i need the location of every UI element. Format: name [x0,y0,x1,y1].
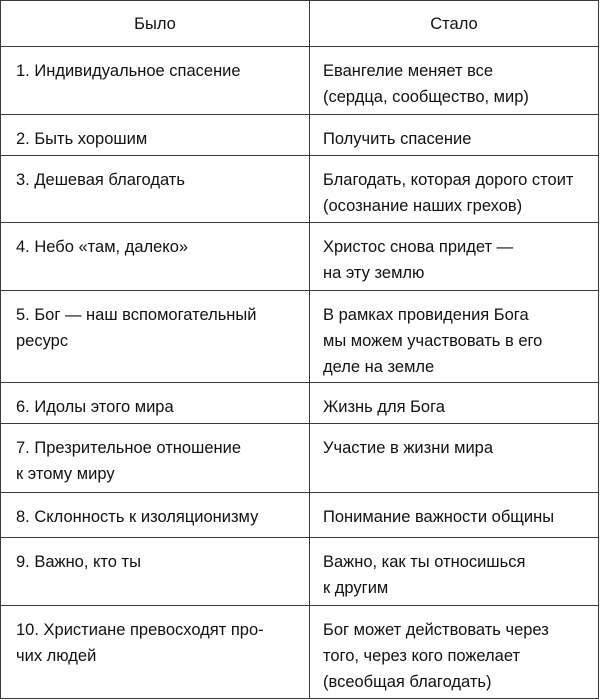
cell-became [310,223,599,291]
cell-text-line: 6. Идолы этого мира [16,398,174,416]
cell-became [310,383,599,424]
table-row [1,115,599,156]
cell-was [1,223,310,291]
table-row [1,493,599,538]
table-row [1,156,599,223]
table-row [1,47,599,115]
cell-text-line: Участие в жизни мира [323,439,494,457]
cell-text-line: Евангелие меняет все [323,62,494,80]
table-row [1,291,599,383]
table-row [1,223,599,291]
cell-text-line: 8. Склонность к изоляционизму [16,508,259,526]
cell-text-line: 10. Христиане превосходят про- [16,621,264,639]
cell-text-line: того, через кого пожелает [323,647,521,665]
cell-text-line: ресурс [16,332,69,350]
cell-text-line: 4. Небо «там, далеко» [16,238,189,256]
table-row [1,424,599,493]
cell-was [1,47,310,115]
cell-text-line: к другим [323,579,389,597]
cell-text-line: чих людей [16,647,97,665]
cell-was [1,383,310,424]
table-body [1,47,599,699]
cell-text-line: В рамках провидения Бога [323,306,529,324]
cell-text-line: Христос снова придет — [323,238,514,256]
cell-text-line: 1. Индивидуальное спасение [16,62,241,80]
cell-became [310,424,599,493]
cell-became [310,291,599,383]
cell-text-line: Понимание важности общины [323,508,555,526]
cell-text-line: деле на земле [323,358,435,376]
cell-text-line: (сердца, сообщество, мир) [323,88,529,106]
cell-text-line: (всеобщая благодать) [323,673,492,691]
cell-was [1,291,310,383]
header-row [1,1,599,47]
table-row [1,383,599,424]
header-became: Стало [310,1,599,47]
cell-text-line: 2. Быть хорошим [16,130,148,148]
header-was: Было [1,1,310,47]
cell-text-line: 5. Бог — наш вспомогательный [16,306,257,324]
cell-became [310,47,599,115]
cell-text-line: мы можем участвовать в его [323,332,543,350]
cell-was [1,156,310,223]
cell-text-line: Бог может действовать через [323,621,549,639]
cell-became [310,115,599,156]
cell-was [1,606,310,699]
cell-was [1,115,310,156]
cell-was [1,424,310,493]
cell-text-line: Благодать, которая дорого стоит [323,171,574,189]
cell-text-line: Получить спасение [323,130,472,148]
cell-was [1,538,310,606]
cell-text-line: Важно, как ты относишься [323,553,526,571]
cell-text-line: Жизнь для Бога [323,398,445,416]
cell-text-line: (осознание наших грехов) [323,197,523,215]
table-row [1,606,599,699]
cell-became [310,538,599,606]
cell-was [1,493,310,538]
cell-became [310,156,599,223]
table-row [1,538,599,606]
cell-text-line: 9. Важно, кто ты [16,553,141,571]
cell-text-line: 3. Дешевая благодать [16,171,185,189]
cell-text-line: к этому миру [16,465,115,483]
cell-became [310,606,599,699]
cell-text-line: на эту землю [323,264,425,282]
cell-text-line: 7. Презрительное отношение [16,439,242,457]
cell-became [310,493,599,538]
